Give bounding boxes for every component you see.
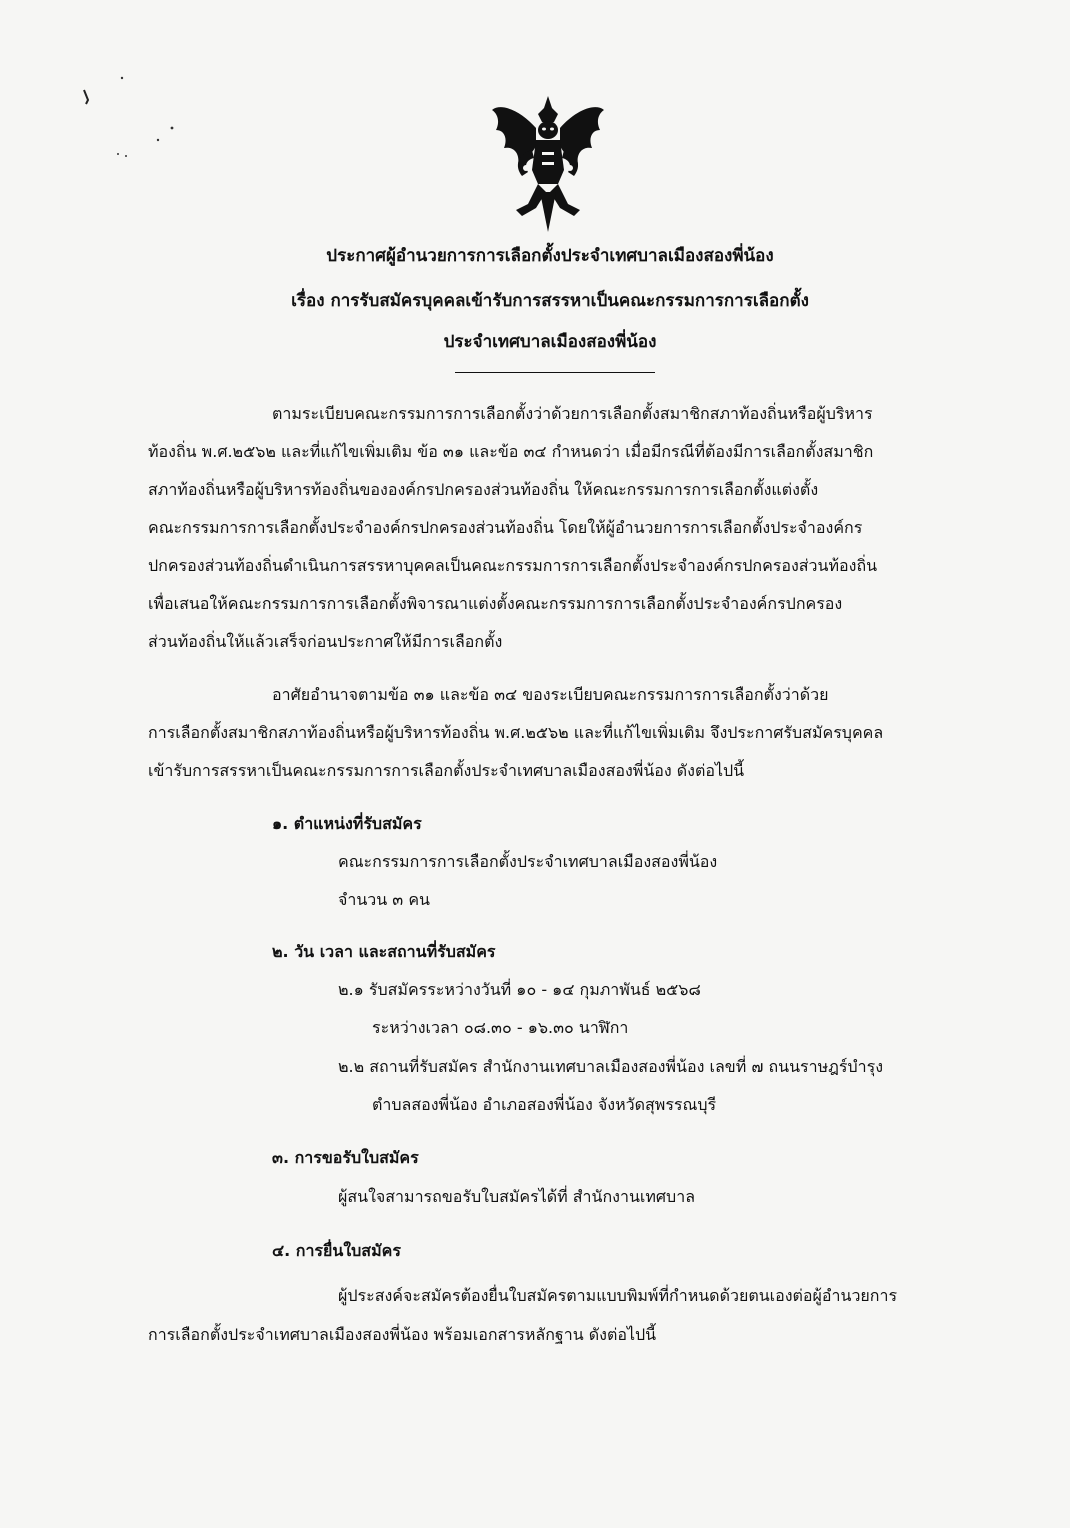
section3-heading: ๓. การขอรับใบสมัคร (272, 1148, 419, 1167)
heading-line-1: ประกาศผู้อำนวยการการเลือกตั้งประจำเทศบาลเมืองสองพี่น้อง (326, 246, 774, 266)
section1-line-1: คณะกรรมการการเลือกตั้งประจำเทศบาลเมืองสองพี่น้อง (338, 852, 718, 871)
para1-line-2: ท้องถิ่น พ.ศ.๒๕๖๒ และที่แก้ไขเพิ่มเติม ข้อ ๓๑ และข้อ ๓๔ กำหนดว่า เมื่อมีกรณีที่ต้องมีการเลือกตั้งสมาชิก (148, 442, 874, 461)
section3-line-1: ผู้สนใจสามารถขอรับใบสมัครได้ที่ สำนักงานเทศบาล (338, 1187, 695, 1206)
section1-line-2: จำนวน ๓ คน (338, 890, 430, 909)
para1-line-5: ปกครองส่วนท้องถิ่นดำเนินการสรรหาบุคคลเป็นคณะกรรมการการเลือกตั้งประจำองค์กรปกครองส่วนท้องถิ่น (148, 556, 878, 575)
section2-line-2: ระหว่างเวลา ๐๘.๓๐ - ๑๖.๓๐ นาฬิกา (372, 1018, 629, 1037)
para2-line-3: เข้ารับการสรรหาเป็นคณะกรรมการการเลือกตั้งประจำเทศบาลเมืองสองพี่น้อง ดังต่อไปนี้ (148, 761, 745, 780)
para1-line-7: ส่วนท้องถิ่นให้แล้วเสร็จก่อนประกาศให้มีการเลือกตั้ง (148, 632, 503, 651)
section2-line-1: ๒.๑ รับสมัครระหว่างวันที่ ๑๐ - ๑๔ กุมภาพันธ์ ๒๕๖๘ (338, 980, 701, 999)
para2-line-2: การเลือกตั้งสมาชิกสภาท้องถิ่นหรือผู้บริหารท้องถิ่น พ.ศ.๒๕๖๒ และที่แก้ไขเพิ่มเติม จึงประกาศรับสมัครบุคคล (148, 723, 884, 742)
section2-heading: ๒. วัน เวลา และสถานที่รับสมัคร (272, 942, 496, 961)
para1-line-4: คณะกรรมการการเลือกตั้งประจำองค์กรปกครองส่วนท้องถิ่น โดยให้ผู้อำนวยการการเลือกตั้งประจำองค์กร (148, 518, 863, 537)
para1-line-3: สภาท้องถิ่นหรือผู้บริหารท้องถิ่นขององค์กรปกครองส่วนท้องถิ่น ให้คณะกรรมการการเลือกตั้งแต่งตั้ง (148, 480, 819, 499)
para2-line-1: อาศัยอำนาจตามข้อ ๓๑ และข้อ ๓๔ ของระเบียบคณะกรรมการการเลือกตั้งว่าด้วย (272, 685, 829, 704)
heading-line-3: ประจำเทศบาลเมืองสองพี่น้อง (443, 332, 657, 352)
para1-line-6: เพื่อเสนอให้คณะกรรมการการเลือกตั้งพิจารณาแต่งตั้งคณะกรรมการการเลือกตั้งประจำองค์กรปกครอง (148, 594, 843, 613)
para1-line-1: ตามระเบียบคณะกรรมการการเลือกตั้งว่าด้วยการเลือกตั้งสมาชิกสภาท้องถิ่นหรือผู้บริหาร (272, 404, 873, 423)
section4-heading: ๔. การยื่นใบสมัคร (272, 1241, 401, 1260)
section1-heading: ๑. ตำแหน่งที่รับสมัคร (272, 814, 422, 833)
section4-line-2: การเลือกตั้งประจำเทศบาลเมืองสองพี่น้อง พร้อมเอกสารหลักฐาน ดังต่อไปนี้ (148, 1325, 657, 1344)
scan-specks (0, 0, 220, 180)
garuda-emblem-icon (488, 92, 608, 234)
section2-line-3: ๒.๒ สถานที่รับสมัคร สำนักงานเทศบาลเมืองสองพี่น้อง เลขที่ ๗ ถนนราษฎร์บำรุง (338, 1057, 884, 1076)
title-underline (455, 372, 655, 373)
heading-line-2: เรื่อง การรับสมัครบุคคลเข้ารับการสรรหาเป็นคณะกรรมการการเลือกตั้ง (291, 291, 809, 311)
section2-line-4: ตำบลสองพี่น้อง อำเภอสองพี่น้อง จังหวัดสุพรรณบุรี (372, 1095, 717, 1114)
section4-line-1: ผู้ประสงค์จะสมัครต้องยื่นใบสมัครตามแบบพิมพ์ที่กำหนดด้วยตนเองต่อผู้อำนวยการ (338, 1286, 898, 1305)
